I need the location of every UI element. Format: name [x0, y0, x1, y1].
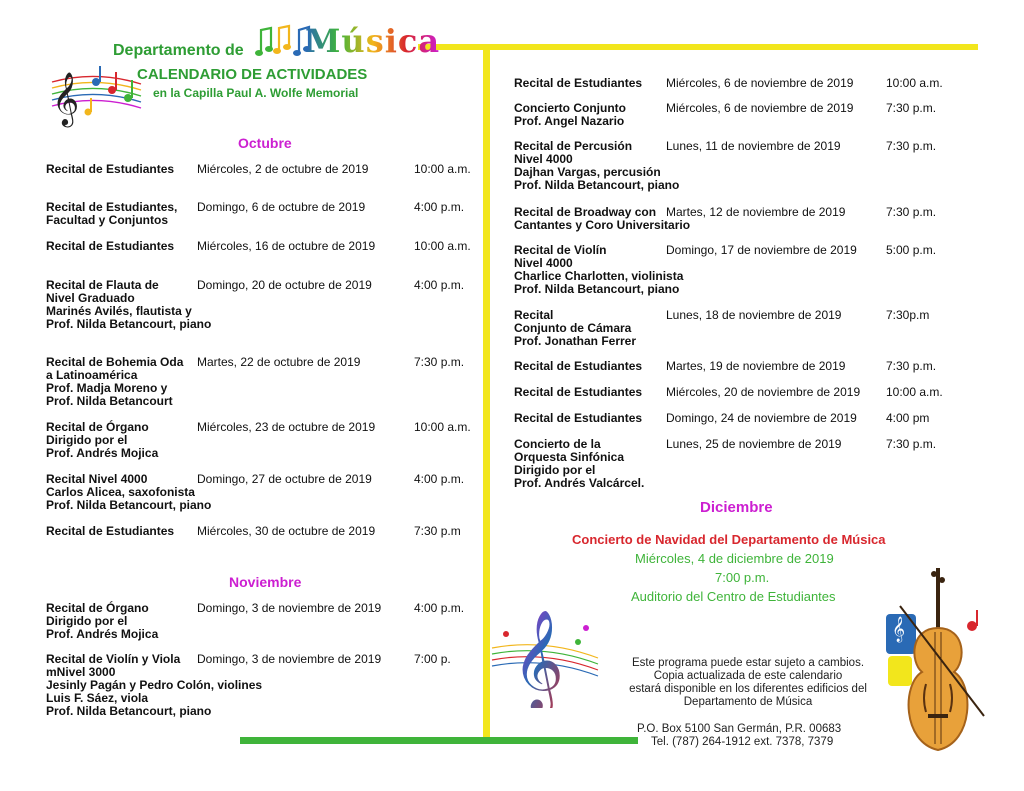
musica-logo-text: Música	[305, 22, 441, 60]
cello-illustration	[880, 566, 990, 756]
event-title-line: Prof. Andrés Mojica	[46, 627, 159, 641]
event-date: Domingo, 3 de noviembre de 2019	[197, 652, 382, 666]
event-title-line: Jesinly Pagán y Pedro Colón, violines	[46, 678, 263, 692]
event-date: Domingo, 20 de octubre de 2019	[197, 278, 372, 292]
event-row	[46, 240, 494, 253]
event-title	[46, 525, 174, 538]
event-row	[46, 525, 494, 538]
event-title-line: Prof. Nilda Betancourt, piano	[46, 317, 212, 331]
month-heading-october: Octubre	[238, 135, 292, 151]
event-row	[46, 473, 494, 512]
december-concert-time: 7:00 p.m.	[715, 570, 770, 585]
calendar-subtitle: en la Capilla Paul A. Wolfe Memorial	[153, 86, 359, 100]
event-title-line: Prof. Nilda Betancourt, piano	[514, 178, 680, 192]
event-title-line: Recital de Estudiantes	[514, 359, 643, 373]
event-time: 10:00 a.m.	[414, 162, 471, 176]
event-time: 7:00 p.	[414, 652, 451, 666]
event-title	[46, 163, 174, 176]
event-date: Domingo, 27 de octubre de 2019	[197, 472, 372, 486]
event-time: 7:30 p.m.	[414, 355, 465, 369]
musica-logo	[305, 22, 440, 60]
event-row	[514, 140, 966, 192]
event-date: Miércoles, 23 de octubre de 2019	[197, 420, 376, 434]
event-time: 7:30 p.m.	[886, 205, 937, 219]
bottom-green-rule	[240, 737, 638, 744]
event-date: Miércoles, 2 de octubre de 2019	[197, 162, 369, 176]
event-title	[46, 240, 174, 253]
event-time: 4:00 pm	[886, 411, 930, 425]
event-title-line: Prof. Nilda Betancourt, piano	[514, 282, 680, 296]
event-title	[514, 206, 690, 232]
svg-text:𝄞: 𝄞	[892, 617, 906, 642]
event-title-line: Recital de Estudiantes	[514, 76, 643, 90]
event-time: 10:00 a.m.	[414, 239, 471, 253]
event-title-line: Recital de Órgano	[46, 420, 149, 434]
event-row	[46, 421, 494, 460]
event-title	[514, 77, 642, 90]
event-date: Miércoles, 20 de noviembre de 2019	[666, 385, 861, 399]
event-row	[46, 163, 494, 176]
event-title-line: a Latinoamérica	[46, 368, 138, 382]
top-yellow-rule	[418, 44, 978, 50]
event-row	[514, 102, 966, 128]
event-title-line: Luis F. Sáez, viola	[46, 691, 149, 705]
event-time: 10:00 a.m.	[886, 76, 943, 90]
footer-note-line-2: Copia actualizada de este calendario	[653, 670, 843, 682]
event-row	[514, 206, 966, 232]
event-title-line: Prof. Angel Nazario	[514, 114, 625, 128]
event-title	[46, 356, 183, 408]
event-title	[514, 412, 642, 425]
event-title-line: Recital de Estudiantes	[514, 411, 643, 425]
event-title-line: Recital de Percusión	[514, 139, 633, 153]
event-row	[514, 438, 966, 490]
event-time: 10:00 a.m.	[414, 420, 471, 434]
event-title	[514, 309, 636, 348]
event-title	[514, 438, 644, 490]
event-title	[46, 602, 158, 641]
calendar-title: CALENDARIO DE ACTIVIDADES	[137, 66, 368, 83]
svg-text:𝄞: 𝄞	[52, 71, 80, 125]
event-title-line: Recital de Broadway con	[514, 205, 657, 219]
event-title-line: Nivel 4000	[514, 152, 573, 166]
event-title	[46, 473, 211, 512]
event-row	[46, 201, 494, 227]
event-date: Lunes, 11 de noviembre de 2019	[666, 139, 841, 153]
event-title-line: Carlos Alicea, saxofonista	[46, 485, 195, 499]
event-title-line: Prof. Andrés Mojica	[46, 446, 159, 460]
footer-phone: Tel. (787) 264-1912 ext. 7378, 7379	[651, 736, 834, 748]
event-time: 7:30 p.m.	[886, 101, 937, 115]
event-date: Domingo, 6 de octubre de 2019	[197, 200, 366, 214]
event-date: Miércoles, 16 de octubre de 2019	[197, 239, 376, 253]
month-heading-november: Noviembre	[229, 574, 302, 590]
event-row	[46, 279, 494, 331]
event-title-line: Marinés Avilés, flautista y	[46, 304, 192, 318]
event-date: Domingo, 3 de noviembre de 2019	[197, 601, 382, 615]
event-title-line: Recital de Estudiantes	[46, 162, 175, 176]
colorful-clef-illustration	[490, 598, 600, 708]
event-title-line: Orquesta Sinfónica	[514, 450, 625, 464]
event-date: Miércoles, 6 de noviembre de 2019	[666, 76, 854, 90]
event-title-line: Facultad y Conjuntos	[46, 213, 169, 227]
december-concert-title: Concierto de Navidad del Departamento de Música	[572, 532, 886, 547]
event-title-line: Recital de Estudiantes	[514, 385, 643, 399]
event-title-line: Dirigido por el	[46, 614, 128, 628]
event-title-line: Recital de Estudiantes	[46, 239, 175, 253]
event-date: Miércoles, 30 de octubre de 2019	[197, 524, 376, 538]
event-title-line: Cantantes y Coro Universitario	[514, 218, 691, 232]
event-title	[514, 102, 626, 128]
event-title-line: Recital de Violín y Viola	[46, 652, 181, 666]
event-date: Lunes, 25 de noviembre de 2019	[666, 437, 842, 451]
event-title-line: Recital de Bohemia Oda	[46, 355, 184, 369]
event-title-line: Recital de Estudiantes,	[46, 200, 178, 214]
event-title-line: Dirigido por el	[514, 463, 596, 477]
event-title-line: Recital Nivel 4000	[46, 472, 148, 486]
event-title	[514, 244, 683, 296]
footer-note-line-1: Este programa puede estar sujeto a cambios.	[631, 657, 865, 669]
event-title-line: Prof. Nilda Betancourt, piano	[46, 498, 212, 512]
event-date: Miércoles, 6 de noviembre de 2019	[666, 101, 854, 115]
event-title-line: Recital de Violín	[514, 243, 607, 257]
event-title-line: Recital de Flauta de	[46, 278, 159, 292]
event-title	[514, 360, 642, 373]
event-date: Martes, 22 de octubre de 2019	[197, 355, 361, 369]
event-title	[46, 421, 158, 460]
footer-address: P.O. Box 5100 San Germán, P.R. 00683	[637, 723, 842, 735]
event-title	[514, 140, 679, 192]
event-date: Domingo, 24 de noviembre de 2019	[666, 411, 857, 425]
dept-prefix: Departamento de	[113, 42, 244, 59]
event-title-line: Nivel 4000	[514, 256, 573, 270]
event-title-line: Prof. Nilda Betancourt, piano	[46, 704, 212, 718]
event-time: 10:00 a.m.	[886, 385, 943, 399]
event-title	[46, 279, 211, 331]
event-title-line: Concierto de la	[514, 437, 601, 451]
event-date: Lunes, 18 de noviembre de 2019	[666, 308, 842, 322]
footer-note	[618, 657, 878, 709]
event-title-line: Conjunto de Cámara	[514, 321, 632, 335]
event-row	[514, 77, 966, 90]
svg-text:𝄞: 𝄞	[512, 608, 565, 708]
event-time: 5:00 p.m.	[886, 243, 937, 257]
event-title-line: Prof. Madja Moreno y	[46, 381, 168, 395]
event-title-line: Recital de Estudiantes	[46, 524, 175, 538]
event-title-line: Charlice Charlotten, violinista	[514, 269, 684, 283]
event-title-line: Prof. Andrés Valcárcel.	[514, 476, 645, 490]
event-row	[46, 356, 494, 408]
event-title-line: Prof. Nilda Betancourt	[46, 394, 173, 408]
footer-note-line-3: estará disponible en los diferentes edificios del	[629, 683, 867, 695]
month-heading-december: Diciembre	[700, 499, 773, 516]
event-time: 4:00 p.m.	[414, 278, 465, 292]
event-row	[514, 412, 966, 425]
event-title-line: Dajhan Vargas, percusión	[514, 165, 661, 179]
event-row	[514, 360, 966, 373]
event-title-line: Dirigido por el	[46, 433, 128, 447]
event-time: 7:30 p.m.	[886, 359, 937, 373]
event-time: 4:00 p.m.	[414, 601, 465, 615]
event-time: 4:00 p.m.	[414, 472, 465, 486]
event-date: Martes, 19 de noviembre de 2019	[666, 359, 846, 373]
event-time: 4:00 p.m.	[414, 200, 465, 214]
event-row	[46, 602, 494, 641]
event-title-line: Recital	[514, 308, 554, 322]
event-row	[46, 653, 494, 718]
event-title-line: Prof. Jonathan Ferrer	[514, 334, 637, 348]
december-concert-date: Miércoles, 4 de diciembre de 2019	[635, 551, 834, 566]
event-title	[46, 201, 177, 227]
event-time: 7:30 p.m.	[886, 139, 937, 153]
event-date: Martes, 12 de noviembre de 2019	[666, 205, 846, 219]
event-time: 7:30p.m	[886, 308, 930, 322]
event-date: Domingo, 17 de noviembre de 2019	[666, 243, 857, 257]
event-time: 7:30 p.m.	[886, 437, 937, 451]
event-row	[514, 309, 966, 348]
event-time: 7:30 p.m	[414, 524, 461, 538]
event-title	[514, 386, 642, 399]
event-title-line: mNivel 3000	[46, 665, 116, 679]
event-title-line: Recital de Órgano	[46, 601, 149, 615]
event-row	[514, 386, 966, 399]
event-title-line: Nivel Graduado	[46, 291, 135, 305]
event-row	[514, 244, 966, 296]
december-concert-venue: Auditorio del Centro de Estudiantes	[631, 589, 836, 604]
treble-clef-illustration	[48, 62, 143, 128]
event-title-line: Concierto Conjunto	[514, 101, 626, 115]
footer-note-line-4: Departamento de Música	[683, 696, 813, 708]
